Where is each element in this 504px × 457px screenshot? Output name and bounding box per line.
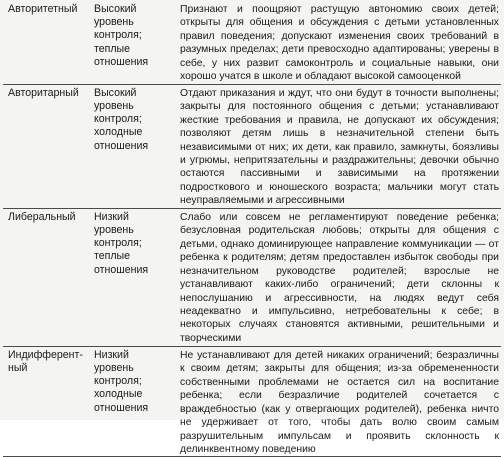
style-name: Либеральный [8,210,76,223]
style-cell [3,1,90,84]
style-description: Не устанавливают для детей никаких ограничений; безразличны к своим детям; закрыты для общения; из-за обремененности собственными проблемами не остается сил на воспитание ребенка; если безразличие родителей сочетается с враждебностью (как у отвергающих родителей), ребенка ничто не удерживает от того, чтобы дать волю своим самым разрушительным импульсам и проявить склонность к делинквентному поведению [180,349,499,455]
description-cell [176,84,501,208]
style-description: Признают и поощряют растущую автономию своих детей; открыты для общения и обсуждения с детьми установленных правил поведения; допускают изменения своих требований в разумных пределах; дети превосходно адаптированы; уверены в себе, у них развит самоконтроль и социальные навыки, они хорошо учатся в школе и обладают высокой самооценкой [180,4,499,83]
table-row [3,1,501,84]
style-cell [3,346,90,457]
table-row [3,84,501,208]
control-level: Высокий уровень контроля; теплые отношения [94,3,149,68]
style-description: Слабо или совсем не регламентируют поведение ребенка; безусловная родительская любовь; открыты для общения с детьми, однако доминирующее направление коммуникации — от ребенка к родителям; детям предоставлен избыток свободы при незначительном руководстве родителей; взрослые не устанавливают каких-либо ограничений; дети склонны к непослушанию и агрессивности, на людях ведут себя неадекватно и импульсивно, нетребовательны к себе; в некоторых случаях становятся активными, решительными и творческими [180,211,499,344]
style-name: Авторитарный [8,86,79,99]
style-name: Авторитетный [8,3,78,15]
control-level: Высокий уровень контроля; холодные отношения [94,86,149,152]
control-level: Низкий уровень контроля; холодные отношения [94,348,149,414]
description-cell [176,208,501,346]
description-cell [176,1,501,84]
control-level: Низкий уровень контроля; теплые отношения [94,210,149,276]
control-cell [90,346,176,457]
control-cell [90,208,176,346]
style-cell [3,208,90,346]
parenting-styles-table [3,1,501,457]
table-row [3,208,501,346]
style-description: Отдают приказания и ждут, что они будут в точности выполнены; закрыты для постоянного общения с детьми; устанавливают жесткие требования и правила, не допускают их обсуждения; позволяют детям лишь в незначительной степени быть независимыми от них; их дети, как правило, замкнуты, боязливы и угрюмы, непритязательны и раздражительны; девочки обычно остаются пассивными и зависимыми на протяжении подросткового и юношеского возраста; мальчики могут стать неуправляемыми и агрессивными [180,87,499,207]
style-cell [3,84,90,208]
description-cell [176,346,501,457]
style-name: Индифферент- ный [8,348,83,374]
control-cell [90,1,176,84]
control-cell [90,84,176,208]
table-row [3,346,501,457]
